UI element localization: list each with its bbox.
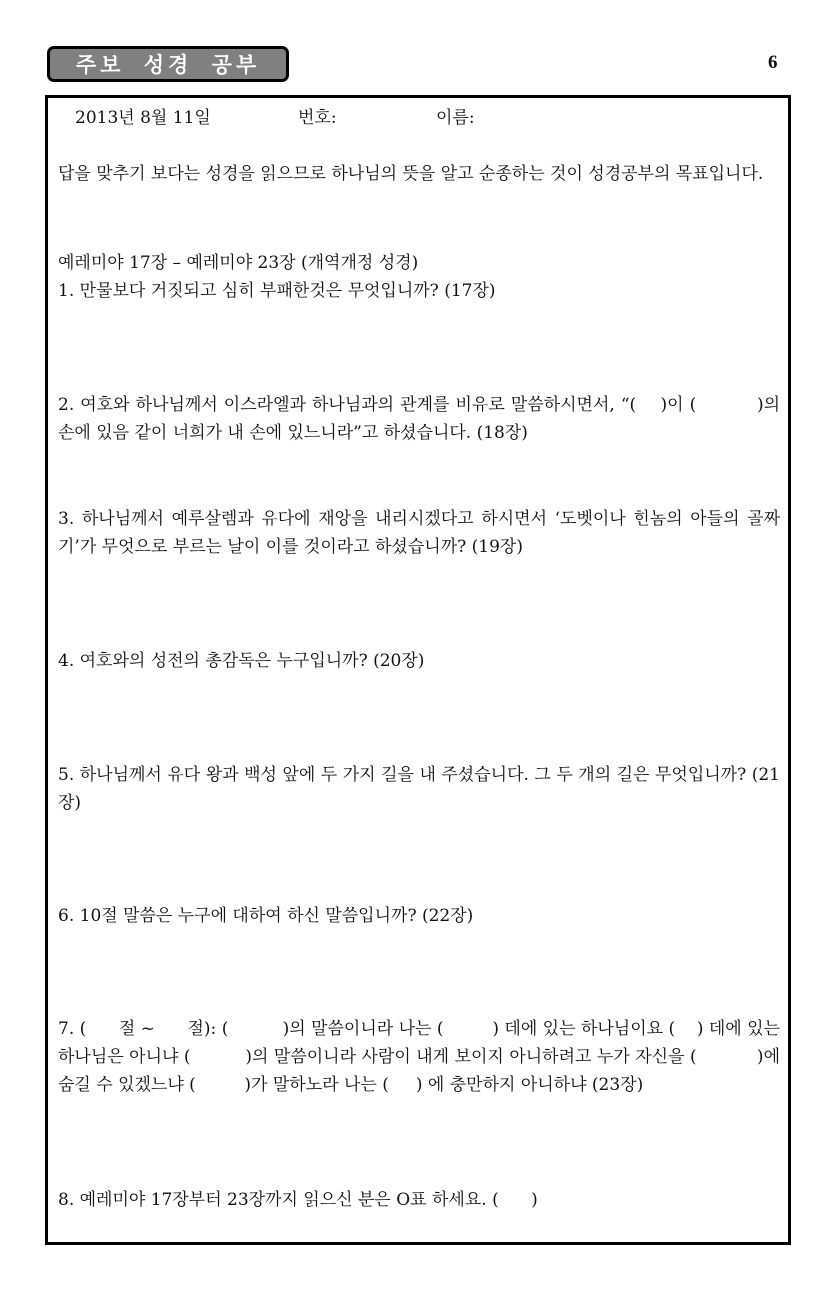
question-1: 1. 만물보다 거짓되고 심히 부패한것은 무엇입니까? (17장) [58, 281, 496, 301]
page-title: 주보 성경 공부 [75, 53, 261, 77]
question-3: 3. 하나님께서 예루살렘과 유다에 재앙을 내리시겠다고 하시면서 ‘도벳이나 힌놈의 아들의 골짜기’가 무엇으로 부르는 날이 이를 것이라고 하셨습니까? (19장) [58, 509, 780, 557]
intro-text: 답을 맞추기 보다는 성경을 읽으므로 하나님의 뜻을 알고 순종하는 것이 성경공부의 목표입니다. [58, 164, 764, 184]
question-8: 8. 예레미야 17장부터 23장까지 읽으신 분은 O표 하세요. ( ) [58, 1190, 538, 1210]
reading-range: 예레미야 17장 – 예레미야 23장 (개역개정 성경) [58, 253, 419, 273]
number-label: 번호: [298, 108, 337, 128]
question-4: 4. 여호와의 성전의 총감독은 누구입니까? (20장) [58, 651, 425, 671]
date-text: 2013년 8월 11일 [75, 108, 211, 128]
question-2: 2. 여호와 하나님께서 이스라엘과 하나님과의 관계를 비유로 말씀하시면서, “( )이 ( )의 손에 있음 같이 너희가 내 손에 있느니라”고 하셨습니다. (18장) [58, 395, 786, 443]
question-7: 7. ( 절 ~ 절): ( )의 말씀이니라 나는 ( ) 데에 있는 하나님이요 ( ) 데에 있는 하나님은 아니냐 ( )의 말씀이니라 사람이 내게 보이지 아니하려고 누가 자신을 ( )에 숨길 수 있겠느냐 ( )가 말하노라 나는 ( ) 에 충만하지 아니하냐 (23장) [58, 1019, 786, 1095]
name-label: 이름: [436, 108, 475, 128]
page-number: 6 [768, 52, 778, 73]
page-title-tab [47, 46, 289, 82]
question-6: 6. 10절 말씀은 누구에 대하여 하신 말씀입니까? (22장) [58, 906, 474, 926]
question-5: 5. 하나님께서 유다 왕과 백성 앞에 두 가지 길을 내 주셨습니다. 그 두 개의 길은 무엇입니까? (21장) [58, 765, 780, 813]
